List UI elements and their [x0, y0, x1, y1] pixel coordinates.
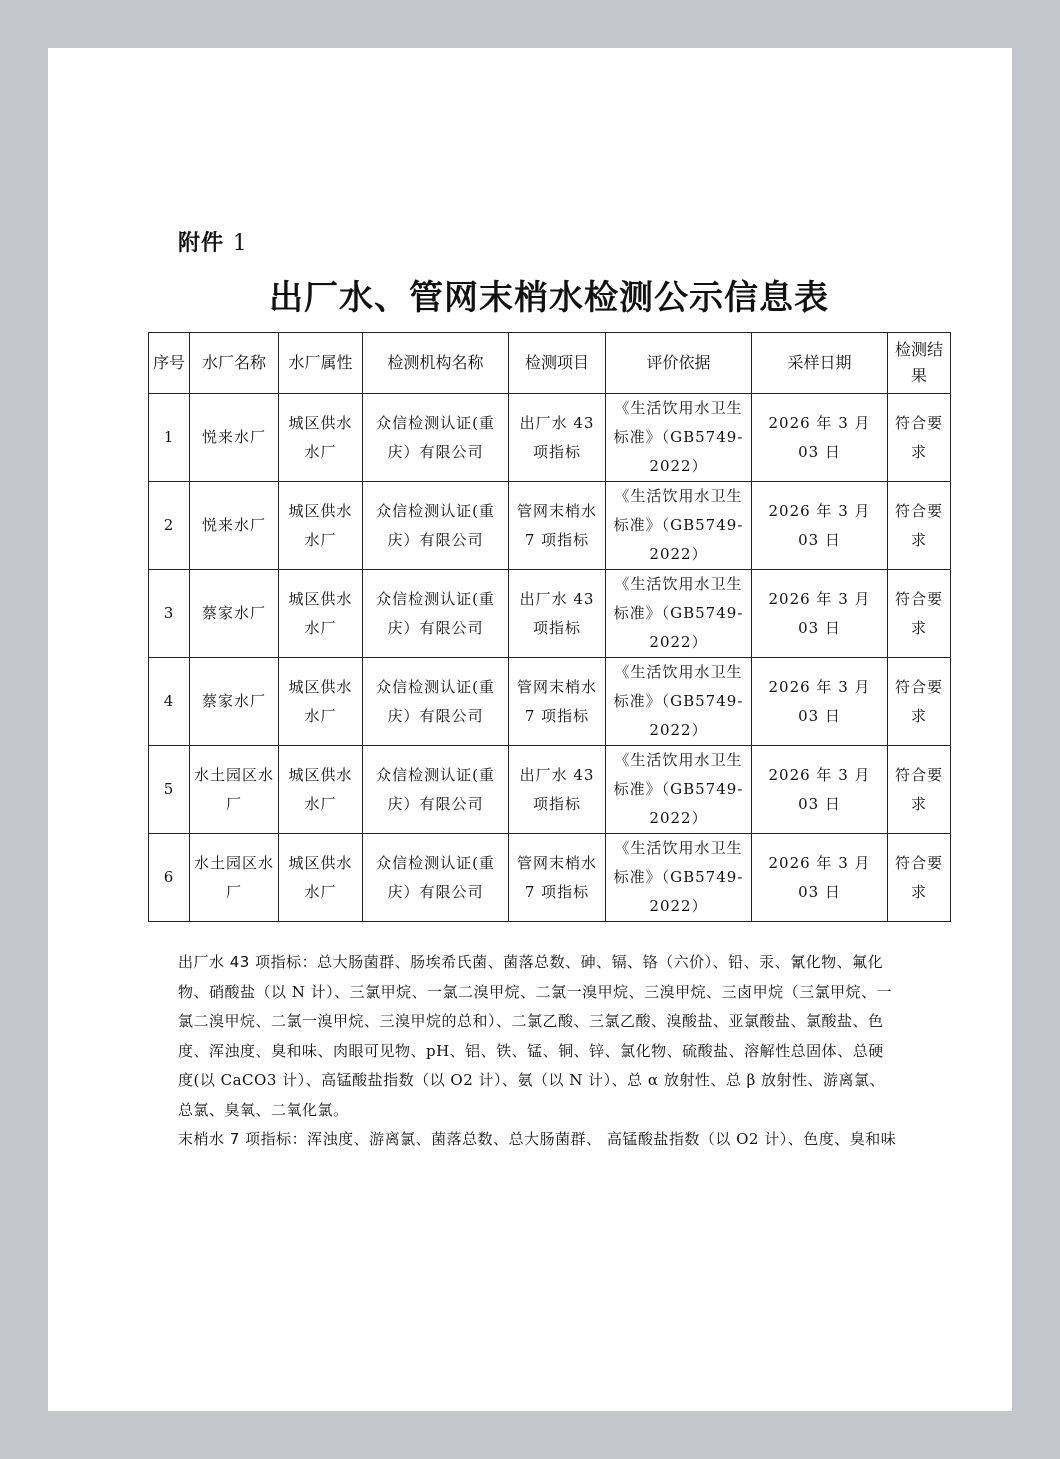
factory-water-note [178, 948, 898, 1125]
header-cell-plant-name: 水厂名称 [190, 333, 279, 394]
header-cell-agency: 检测机构名称 [363, 333, 509, 394]
cell-agency: 众信检测认证(重庆）有限公司 [363, 834, 509, 922]
table-row [149, 746, 951, 834]
results-table [148, 332, 951, 922]
cell-plant-type: 城区供水水厂 [279, 570, 363, 658]
cell-test-item: 管网末梢水 7 项指标 [509, 658, 606, 746]
cell-index: 6 [149, 834, 190, 922]
cell-plant-name: 蔡家水厂 [190, 658, 279, 746]
cell-plant-name: 悦来水厂 [190, 482, 279, 570]
cell-agency: 众信检测认证(重庆）有限公司 [363, 746, 509, 834]
cell-standard: 《生活饮用水卫生标准》（GB5749-2022） [606, 658, 752, 746]
cell-standard: 《生活饮用水卫生标准》（GB5749-2022） [606, 394, 752, 482]
cell-index: 5 [149, 746, 190, 834]
cell-test-item: 出厂水 43 项指标 [509, 394, 606, 482]
page-title: 出厂水、管网末梢水检测公示信息表 [269, 278, 829, 318]
cell-result: 符合要求 [888, 482, 951, 570]
cell-result: 符合要求 [888, 746, 951, 834]
cell-result: 符合要求 [888, 570, 951, 658]
cell-sampling-date: 2026 年 3 月 03 日 [752, 746, 888, 834]
cell-standard: 《生活饮用水卫生标准》（GB5749-2022） [606, 834, 752, 922]
cell-test-item: 出厂水 43 项指标 [509, 570, 606, 658]
cell-plant-type: 城区供水水厂 [279, 746, 363, 834]
cell-sampling-date: 2026 年 3 月 03 日 [752, 482, 888, 570]
cell-plant-type: 城区供水水厂 [279, 658, 363, 746]
cell-agency: 众信检测认证(重庆）有限公司 [363, 394, 509, 482]
cell-index: 4 [149, 658, 190, 746]
factory-water-note-label: 出厂水 43 项指标： [178, 953, 318, 971]
cell-sampling-date: 2026 年 3 月 03 日 [752, 570, 888, 658]
factory-water-note-text: 总大肠菌群、肠埃希氏菌、菌落总数、砷、镉、铬（六价）、铅、汞、氰化物、氟化物、硝酸盐（以 N 计）、三氯甲烷、一氯二溴甲烷、二氯一溴甲烷、三溴甲烷、三卤甲烷（三氯甲烷、一氯二溴甲烷、二氯一溴甲烷、三溴甲烷的总和）、二氯乙酸、三氯乙酸、溴酸盐、亚氯酸盐、氯酸盐、色度、浑浊度、臭和味、肉眼可见物、pH、铝、铁、锰、铜、锌、氯化物、硫酸盐、溶解性总固体、总硬度(以 CaCO3 计）、高锰酸盐指数（以 O2 计）、氨（以 N 计）、总 α 放射性、总 β 放射性、游离氯、总氯、臭氧、二氧化氯。 [178, 953, 893, 1119]
cell-test-item: 管网末梢水 7 项指标 [509, 482, 606, 570]
header-cell-result: 检测结果 [888, 333, 951, 394]
cell-agency: 众信检测认证(重庆）有限公司 [363, 482, 509, 570]
terminal-water-note-label: 末梢水 7 项指标： [178, 1130, 308, 1148]
terminal-water-note-text: 浑浊度、游离氯、菌落总数、总大肠菌群、 高锰酸盐指数（以 O2 计）、色度、臭和味 [307, 1130, 897, 1148]
header-cell-index: 序号 [149, 333, 190, 394]
attachment-label-text: 附件 [178, 231, 225, 256]
table-row [149, 570, 951, 658]
header-cell-standard: 评价依据 [606, 333, 752, 394]
table-header-row [149, 333, 951, 394]
cell-sampling-date: 2026 年 3 月 03 日 [752, 834, 888, 922]
table-row [149, 834, 951, 922]
attachment-label [178, 226, 248, 257]
cell-standard: 《生活饮用水卫生标准》（GB5749-2022） [606, 570, 752, 658]
header-cell-plant-type: 水厂属性 [279, 333, 363, 394]
cell-plant-name: 水土园区水厂 [190, 834, 279, 922]
cell-standard: 《生活饮用水卫生标准》（GB5749-2022） [606, 482, 752, 570]
cell-sampling-date: 2026 年 3 月 03 日 [752, 394, 888, 482]
cell-standard: 《生活饮用水卫生标准》（GB5749-2022） [606, 746, 752, 834]
table-row [149, 482, 951, 570]
cell-result: 符合要求 [888, 834, 951, 922]
cell-index: 1 [149, 394, 190, 482]
terminal-water-note [178, 1125, 898, 1155]
cell-plant-type: 城区供水水厂 [279, 834, 363, 922]
cell-index: 3 [149, 570, 190, 658]
cell-sampling-date: 2026 年 3 月 03 日 [752, 658, 888, 746]
notes-section [178, 948, 898, 1155]
header-cell-test-item: 检测项目 [509, 333, 606, 394]
cell-index: 2 [149, 482, 190, 570]
cell-test-item: 管网末梢水 7 项指标 [509, 834, 606, 922]
header-cell-sampling-date: 采样日期 [752, 333, 888, 394]
table-row [149, 658, 951, 746]
cell-plant-type: 城区供水水厂 [279, 482, 363, 570]
attachment-number: 1 [232, 231, 248, 256]
cell-plant-name: 蔡家水厂 [190, 570, 279, 658]
cell-agency: 众信检测认证(重庆）有限公司 [363, 570, 509, 658]
cell-plant-type: 城区供水水厂 [279, 394, 363, 482]
cell-result: 符合要求 [888, 394, 951, 482]
cell-test-item: 出厂水 43 项指标 [509, 746, 606, 834]
table-row [149, 394, 951, 482]
cell-result: 符合要求 [888, 658, 951, 746]
cell-plant-name: 水土园区水厂 [190, 746, 279, 834]
cell-plant-name: 悦来水厂 [190, 394, 279, 482]
cell-agency: 众信检测认证(重庆）有限公司 [363, 658, 509, 746]
